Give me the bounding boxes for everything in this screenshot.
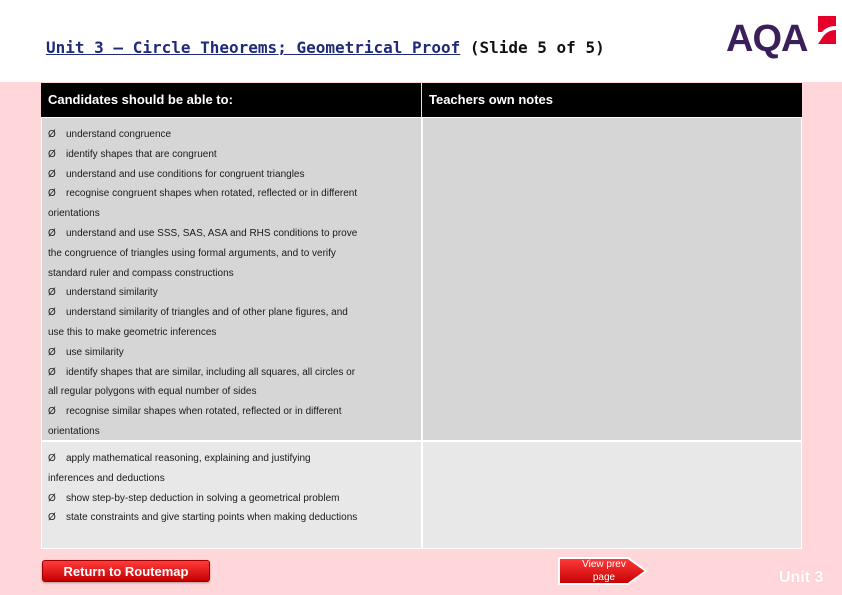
candidates-cell-2 <box>41 441 422 549</box>
objective-item <box>48 449 417 469</box>
objective-text: recognise similar shapes when rotated, reflected or in different <box>66 406 342 418</box>
objective-text: inferences and deductions <box>48 472 165 484</box>
objective-item <box>48 508 417 528</box>
logo-text: AQA <box>726 18 808 60</box>
objective-text: use this to make geometric inferences <box>48 326 217 338</box>
arrow-bullet-icon: Ø <box>48 453 56 464</box>
spec-table <box>41 83 802 549</box>
objective-text: understand and use SSS, SAS, ASA and RHS conditions to prove <box>66 227 358 239</box>
objective-item <box>48 184 417 204</box>
arrow-bullet-icon: Ø <box>48 287 56 299</box>
objective-text: orientations <box>48 208 100 220</box>
objective-item <box>48 402 417 422</box>
view-prev-label: View prev page <box>582 559 626 583</box>
notes-cell-1[interactable] <box>422 117 802 441</box>
title-link[interactable]: Unit 3 – Circle Theorems; Geometrical Proof <box>46 38 461 57</box>
col-header-candidates: Candidates should be able to: <box>41 83 421 117</box>
notes-cell-2[interactable] <box>422 441 802 549</box>
objective-item <box>48 283 417 303</box>
arrow-bullet-icon: Ø <box>48 346 56 358</box>
objective-text: understand similarity of triangles and of other plane figures, and <box>66 307 348 319</box>
arrow-bullet-icon: Ø <box>48 406 56 418</box>
objective-text: use similarity <box>66 346 124 358</box>
objective-text: understand similarity <box>66 287 158 299</box>
arrow-bullet-icon: Ø <box>48 168 56 180</box>
objective-text: state constraints and give starting points when making deductions <box>66 512 358 524</box>
col-header-notes: Teachers own notes <box>422 83 802 117</box>
aqa-logo <box>726 14 838 64</box>
arrow-bullet-icon: Ø <box>48 148 56 160</box>
arrow-bullet-icon: Ø <box>48 129 56 140</box>
objective-item <box>48 382 417 402</box>
arrow-bullet-icon: Ø <box>48 512 56 524</box>
objective-item <box>48 303 417 323</box>
arrow-bullet-icon: Ø <box>48 366 56 378</box>
objective-text: show step-by-step deduction in solving a geometrical problem <box>66 492 340 504</box>
objective-item <box>48 363 417 383</box>
slide-counter: (Slide 5 of 5) <box>460 38 605 57</box>
objective-text: standard ruler and compass constructions <box>48 267 234 279</box>
return-to-routemap-button[interactable]: Return to Routemap <box>42 560 210 582</box>
objective-item <box>48 489 417 509</box>
objective-item <box>48 204 417 224</box>
objective-item <box>48 145 417 165</box>
objective-text: recognise congruent shapes when rotated, reflected or in different <box>66 188 358 200</box>
objective-item <box>48 469 417 489</box>
view-prev-page-button[interactable] <box>556 556 648 586</box>
objective-item <box>48 343 417 363</box>
arrow-bullet-icon: Ø <box>48 307 56 319</box>
objective-text: understand and use conditions for congruent triangles <box>66 168 305 180</box>
objective-text: identify shapes that are similar, including all squares, all circles or <box>66 366 356 378</box>
objective-item <box>48 323 417 343</box>
objective-item <box>48 422 417 442</box>
slide-header <box>0 0 842 82</box>
page-title <box>46 38 605 57</box>
objective-item <box>48 165 417 185</box>
objective-text: understand congruence <box>66 129 172 140</box>
arrow-bullet-icon: Ø <box>48 492 56 504</box>
unit-label: Unit 3 <box>779 569 824 586</box>
objective-text: the congruence of triangles using formal arguments, and to verify <box>48 247 336 259</box>
candidates-cell-1 <box>41 117 422 441</box>
objective-item <box>48 224 417 244</box>
objectives-list-2 <box>42 442 421 528</box>
objective-item <box>48 125 417 145</box>
objective-text: identify shapes that are congruent <box>66 148 217 160</box>
objective-text: apply mathematical reasoning, explaining and justifying <box>66 453 311 464</box>
objective-item <box>48 264 417 284</box>
arrow-bullet-icon: Ø <box>48 227 56 239</box>
logo-mark-icon <box>816 14 838 46</box>
objective-text: all regular polygons with equal number of sides <box>48 386 257 398</box>
objectives-list-1 <box>42 118 421 442</box>
objective-item <box>48 244 417 264</box>
objective-text: orientations <box>48 425 100 437</box>
arrow-bullet-icon: Ø <box>48 188 56 200</box>
